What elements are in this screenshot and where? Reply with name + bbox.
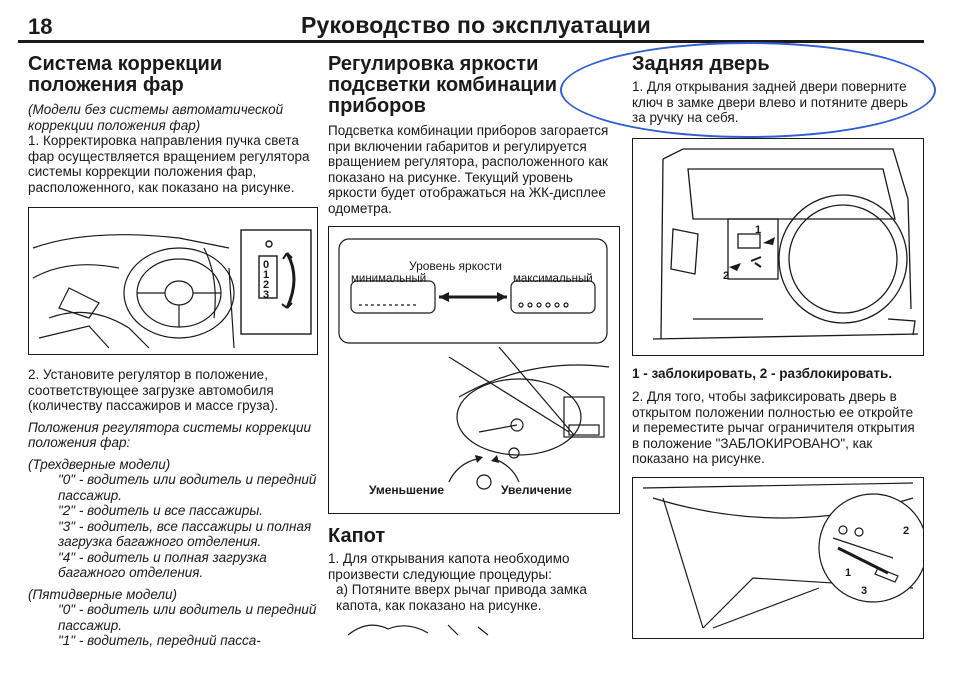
- page-number: 18: [28, 14, 53, 39]
- paragraph-step2: 2. Установите регулятор в положение, соответствующее загрузке автомобиля (количеству пассажиров и массе груза).: [28, 367, 279, 413]
- section-title-tailgate: Задняя дверь: [632, 53, 770, 75]
- knob-mark-0: 0: [263, 259, 270, 271]
- figure-headlight-knob: [28, 207, 318, 355]
- knob-mark-1: 1: [263, 269, 270, 281]
- column-instrument-brightness: [328, 54, 620, 637]
- section-title-brightness: Регулировка яркости подсветки комбинации приборов: [328, 53, 558, 117]
- list-item-3door-2: "2" - водитель и все пассажиры.: [58, 503, 264, 518]
- paragraph-hood: 1. Для открывания капота необходимо произвести следующие процедуры:: [328, 551, 570, 582]
- paragraph-hood-a: а) Потяните вверх рычаг привода замка капота, как показано на рисунке.: [336, 582, 587, 613]
- stopper-label-1: 1: [845, 566, 852, 579]
- five-door-heading: (Пятидверные модели): [28, 586, 177, 602]
- tailgate-label-1: 1: [755, 223, 762, 236]
- tailgate-drawing: [633, 139, 923, 355]
- label-maximum: максимальный: [513, 273, 593, 285]
- list-item-3door-0: "0" - водитель или водитель и передний пассажир.: [58, 472, 317, 503]
- column-tailgate: [632, 54, 924, 639]
- list-item-3door-3: "3" - водитель, все пассажиры и полная загрузка багажного отделения.: [58, 518, 312, 549]
- label-increase: Увеличение: [501, 483, 572, 497]
- paragraph-brightness: Подсветка комбинации приборов загорается при включении габаритов и регулируется вращением регулятора, расположенного как показано на рисунке. Текущий уровень яркости будет отображаться на ЖК-дисплее одометра.: [328, 123, 609, 216]
- positions-caption: Положения регулятора системы коррекции положения фар:: [28, 419, 312, 450]
- dashboard-drawing: [29, 208, 317, 354]
- paragraph-step1: 1. Корректировка направления пучка света фар осуществляется вращением регулятора системы коррекции положения фар, расположенного, как показано на рисунке.: [28, 133, 310, 195]
- column-headlight-correction: [28, 54, 318, 649]
- label-minimum: минимальный: [351, 273, 427, 285]
- three-door-heading: (Трехдверные модели): [28, 456, 171, 472]
- hood-figure-top: [328, 617, 618, 637]
- list-item-5door-0: "0" - водитель или водитель и передний пассажир.: [58, 602, 317, 633]
- stopper-label-2: 2: [903, 524, 910, 537]
- tailgate-label-2: 2: [723, 269, 730, 282]
- knob-mark-3: 3: [263, 289, 270, 301]
- running-header: Руководство по эксплуатации: [301, 12, 651, 38]
- section-title-headlight: Система коррекции положения фар: [28, 53, 223, 96]
- list-item-3door-4: "4" - водитель и полная загрузка багажного отделения.: [58, 549, 267, 580]
- section-subtitle: (Модели без системы автоматической коррекции положения фар): [28, 102, 284, 133]
- paragraph-tailgate-lock: 2. Для того, чтобы зафиксировать дверь в открытом положении полностью ее откройте и переместите рычаг ограничителя открытия в положение "ЗАБЛОКИРОВАНО", как показано на рисунке.: [632, 389, 915, 466]
- annotation-oval: [560, 42, 936, 138]
- paragraph-tailgate: 1. Для открывания задней двери поверните ключ в замке двери влево и потяните дверь за ручку на себя.: [632, 79, 909, 125]
- figure-brightness: [328, 226, 620, 514]
- knob-mark-2: 2: [263, 279, 270, 291]
- figure-tailgate-stopper: [632, 477, 924, 639]
- label-brightness-level: Уровень яркости: [409, 259, 502, 273]
- list-item-5door-1: "1" - водитель, передний пасса-: [58, 633, 261, 648]
- figure-tailgate: [632, 138, 924, 356]
- section-title-hood: Капот: [328, 525, 386, 547]
- stopper-label-3: 3: [861, 584, 868, 597]
- stopper-drawing: [633, 478, 923, 638]
- tailgate-caption: 1 - заблокировать, 2 - разблокировать.: [632, 365, 893, 381]
- label-decrease: Уменьшение: [369, 483, 445, 497]
